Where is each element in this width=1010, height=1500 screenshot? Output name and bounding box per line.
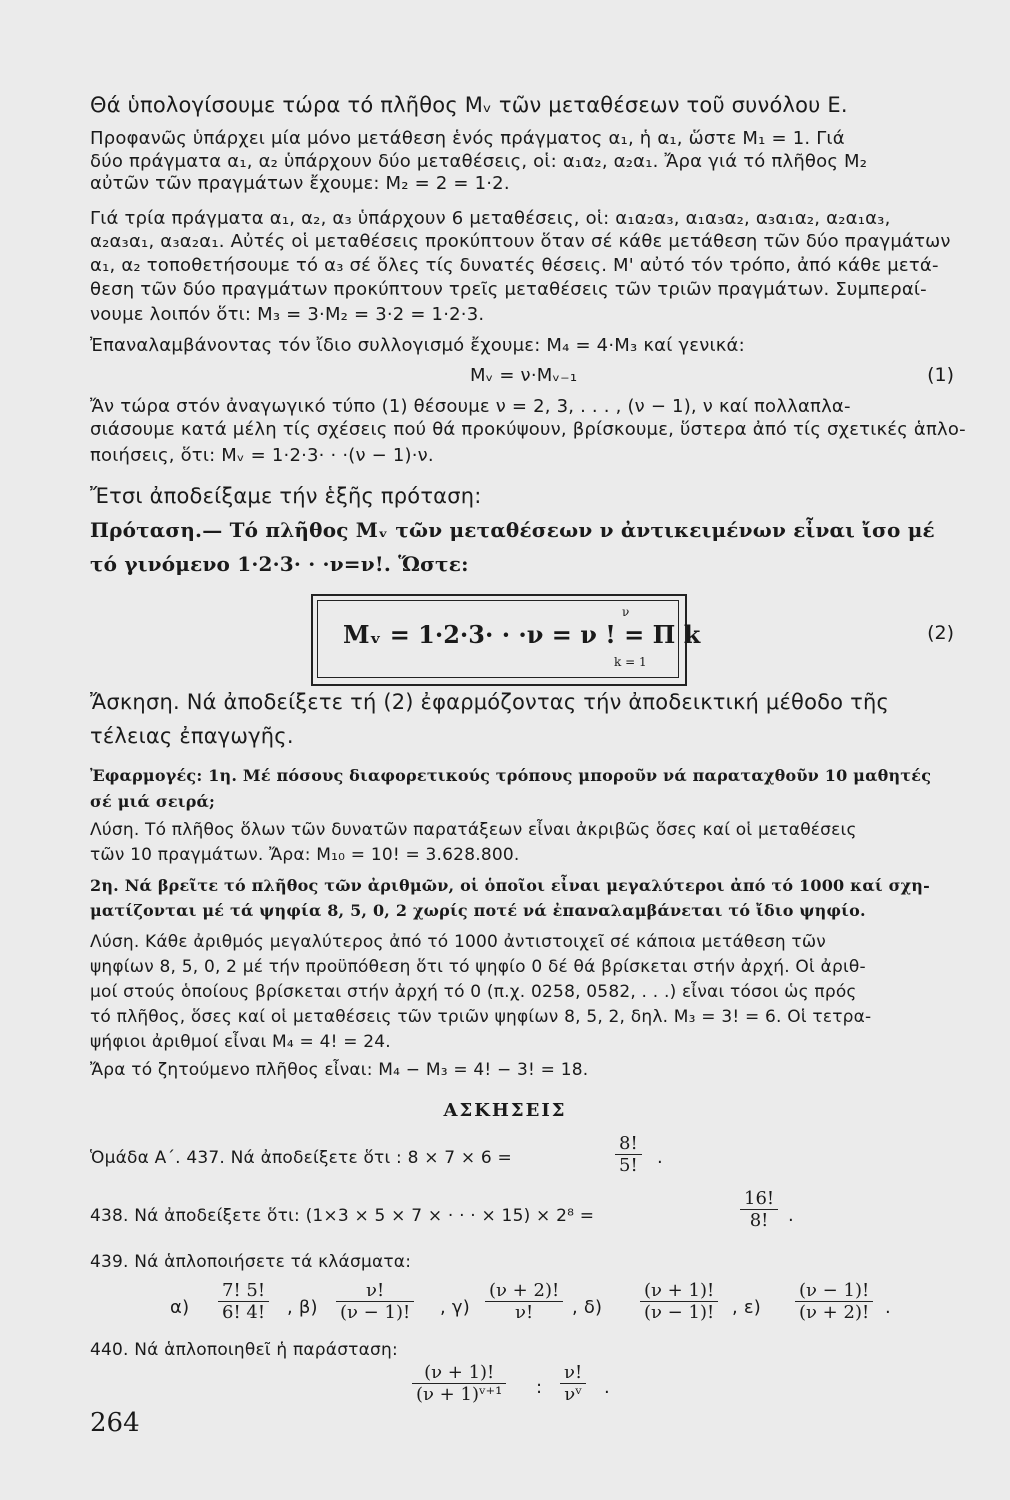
text-line: τό πλῆθος, ὅσες καί οἱ μεταθέσεις τῶν τριῶν ψηφίων 8, 5, 2, δηλ. M₃ = 3! = 6. Οἱ τετρα- — [90, 1007, 872, 1027]
text-line: Ἄρα τό ζητούμενο πλῆθος εἶναι: M₄ − M₃ = 4! − 3! = 18. — [90, 1060, 589, 1080]
numerator: (ν + 1)! — [640, 1280, 718, 1302]
exercise-440: 440. Νά ἁπλοποιηθεῖ ἡ παράσταση: — [90, 1340, 398, 1360]
text-line: θεση τῶν δύο πραγμάτων προκύπτουν τρεῖς μεταθέσεις τῶν τριῶν πραγμάτων. Συμπεραί- — [90, 279, 927, 300]
item-label: , ε) — [732, 1297, 761, 1318]
item-label: , δ) — [572, 1297, 603, 1318]
text-line: Λύση. Τό πλῆθος ὅλων τῶν δυνατῶν παρατάξεων εἶναι ἀκριβῶς ὅσες καί οἱ μεταθέσεις — [90, 820, 857, 840]
text-line: Ἔτσι ἀποδείξαμε τήν ἑξῆς πρόταση: — [90, 484, 482, 508]
text-line: Ἄν τώρα στόν ἀναγωγικό τύπο (1) θέσουμε ν = 2, 3, . . . , (ν − 1), ν καί πολλαπλα- — [90, 396, 851, 417]
division-sign: : — [536, 1377, 543, 1398]
punct: . — [885, 1297, 891, 1318]
exercise-heading: Ἄσκηση. Νά ἀποδείξετε τή (2) ἐφαρμόζοντας τήν ἀποδεικτική μέθοδο τῆς — [90, 690, 889, 714]
punct: . — [657, 1147, 663, 1168]
fraction-e — [795, 1280, 873, 1323]
text-line: δύο πράγματα α₁, α₂ ὑπάρχουν δύο μεταθέσεις, οἱ: α₁α₂, α₂α₁. Ἄρα γιά τό πλῆθος M₂ — [90, 151, 868, 172]
text-line: α₂α₃α₁, α₃α₂α₁. Αὐτές οἱ μεταθέσεις προκύπτουν ὅταν σέ κάθε μετάθεση τῶν δύο πραγμάτων — [90, 231, 951, 252]
proposition-text: τό γινόμενο 1·2·3· · ·ν=ν!. Ὥστε: — [90, 552, 469, 576]
text-line: ματίζονται μέ τά ψηφία 8, 5, 0, 2 χωρίς ποτέ νά ἐπαναλαμβάνεται τό ἴδιο ψηφίο. — [90, 901, 866, 920]
exercise-438: 438. Νά ἀποδείξετε ὅτι: (1×3 × 5 × 7 × · · · × 15) × 2⁸ = — [90, 1206, 595, 1226]
numerator: 8! — [615, 1133, 642, 1155]
equation-1: Mᵥ = ν·Mᵥ₋₁ — [470, 365, 578, 386]
fraction-p2 — [560, 1362, 586, 1405]
text-line: νουμε λοιπόν ὅτι: M₃ = 3·M₂ = 3·2 = 1·2·3. — [90, 304, 485, 325]
denominator: 5! — [619, 1155, 638, 1176]
product-upper-limit: ν — [622, 605, 630, 619]
numerator: ν! — [560, 1362, 586, 1384]
fraction-p1 — [412, 1362, 506, 1405]
text-line: τῶν 10 πραγμάτων. Ἄρα: M₁₀ = 10! = 3.628.800. — [90, 845, 520, 865]
fraction-a — [218, 1280, 269, 1323]
equation-label-2: (2) — [927, 622, 954, 644]
denominator: (ν + 1)ᵛ⁺¹ — [416, 1384, 503, 1405]
denominator: (ν − 1)! — [340, 1302, 411, 1323]
exercise-439: 439. Νά ἁπλοποιήσετε τά κλάσματα: — [90, 1252, 412, 1272]
text-line: ψήφιοι ἀριθμοί εἶναι M₄ = 4! = 24. — [90, 1032, 391, 1052]
text-line: ψηφίων 8, 5, 0, 2 μέ τήν προϋπόθεση ὅτι τό ψηφίο 0 δέ θά βρίσκεται στήν ἀρχή. Οἱ ἀριθ- — [90, 957, 866, 977]
page-number: 264 — [90, 1408, 140, 1438]
denominator: 8! — [749, 1210, 769, 1231]
text-line: ποιήσεις, ὅτι: Mᵥ = 1·2·3· · ·(ν − 1)·ν. — [90, 445, 434, 466]
item-label: , β) — [287, 1297, 318, 1318]
item-label: α) — [170, 1297, 190, 1318]
fraction-437 — [615, 1133, 642, 1176]
text-line: μοί στούς ὁποίους βρίσκεται στήν ἀρχή τό 0 (π.χ. 0258, 0582, . . .) εἶναι τόσοι ὡς πρός — [90, 982, 857, 1002]
fraction-d — [640, 1280, 718, 1323]
fraction-438 — [740, 1188, 778, 1231]
numerator: ν! — [336, 1280, 414, 1302]
text-line: αὐτῶν τῶν πραγμάτων ἔχουμε: M₂ = 2 = 1·2. — [90, 173, 510, 194]
numerator: 16! — [740, 1188, 778, 1210]
punct: . — [788, 1205, 794, 1226]
denominator: νᵛ — [564, 1384, 582, 1405]
denominator: (ν + 2)! — [799, 1302, 870, 1323]
product-lower-limit: k = 1 — [614, 655, 647, 669]
numerator: (ν − 1)! — [795, 1280, 873, 1302]
application-1: Ἐφαρμογές: 1η. Μέ πόσους διαφορετικούς τρόπους μποροῦν νά παραταχθοῦν 10 μαθητές — [90, 766, 932, 785]
text-line: σιάσουμε κατά μέλη τίς σχέσεις πού θά προκύψουν, βρίσκουμε, ὕστερα ἀπό τίς σχετικές ἁπλο- — [90, 419, 966, 440]
text-line: σέ μιά σειρά; — [90, 792, 216, 811]
text-line: Λύση. Κάθε ἀριθμός μεγαλύτερος ἀπό τό 1000 ἀντιστοιχεῖ σέ κάποια μετάθεση τῶν — [90, 932, 826, 952]
text-line: Θά ὑπολογίσουμε τώρα τό πλῆθος Mᵥ τῶν μεταθέσεων τοῦ συνόλου E. — [90, 93, 848, 117]
exercise-437: Ὁμάδα Α΄. 437. Νά ἀποδείξετε ὅτι : 8 × 7 × 6 = — [90, 1148, 512, 1168]
text-line: τέλειας ἐπαγωγῆς. — [90, 724, 294, 748]
punct: . — [604, 1377, 610, 1398]
fraction-b — [336, 1280, 414, 1323]
numerator: 7! 5! — [218, 1280, 269, 1302]
item-label: , γ) — [440, 1297, 470, 1318]
text-line: Προφανῶς ὑπάρχει μία μόνο μετάθεση ἑνός πράγματος α₁, ἡ α₁, ὥστε M₁ = 1. Γιά — [90, 128, 845, 149]
denominator: ν! — [515, 1302, 534, 1323]
equation-label-1: (1) — [927, 364, 954, 386]
numerator: (ν + 1)! — [412, 1362, 506, 1384]
text-line: α₁, α₂ τοποθετήσουμε τό α₃ σέ ὅλες τίς δυνατές θέσεις. Μ' αὐτό τόν τρόπο, ἀπό κάθε μετά- — [90, 255, 939, 276]
proposition-heading: Πρόταση.— Τό πλῆθος Mᵥ τῶν μεταθέσεων ν ἀντικειμένων εἶναι ἴσο μέ — [90, 518, 935, 542]
denominator: 6! 4! — [222, 1302, 266, 1323]
fraction-g — [485, 1280, 563, 1323]
text-line: Ἐπαναλαμβάνοντας τόν ἴδιο συλλογισμό ἔχουμε: M₄ = 4·M₃ καί γενικά: — [90, 335, 745, 356]
exercises-title: ΑΣΚΗΣΕΙΣ — [443, 1100, 567, 1121]
boxed-formula: Mᵥ = 1·2·3· · ·ν = ν ! = Π k — [343, 620, 701, 649]
denominator: (ν − 1)! — [644, 1302, 715, 1323]
application-2: 2η. Νά βρεῖτε τό πλῆθος τῶν ἀριθμῶν, οἱ ὁποῖοι εἶναι μεγαλύτεροι ἀπό τό 1000 καί σχη- — [90, 876, 930, 895]
numerator: (ν + 2)! — [485, 1280, 563, 1302]
text-line: Γιά τρία πράγματα α₁, α₂, α₃ ὑπάρχουν 6 μεταθέσεις, οἱ: α₁α₂α₃, α₁α₃α₂, α₃α₁α₂, α₂α₁α₃, — [90, 208, 891, 229]
